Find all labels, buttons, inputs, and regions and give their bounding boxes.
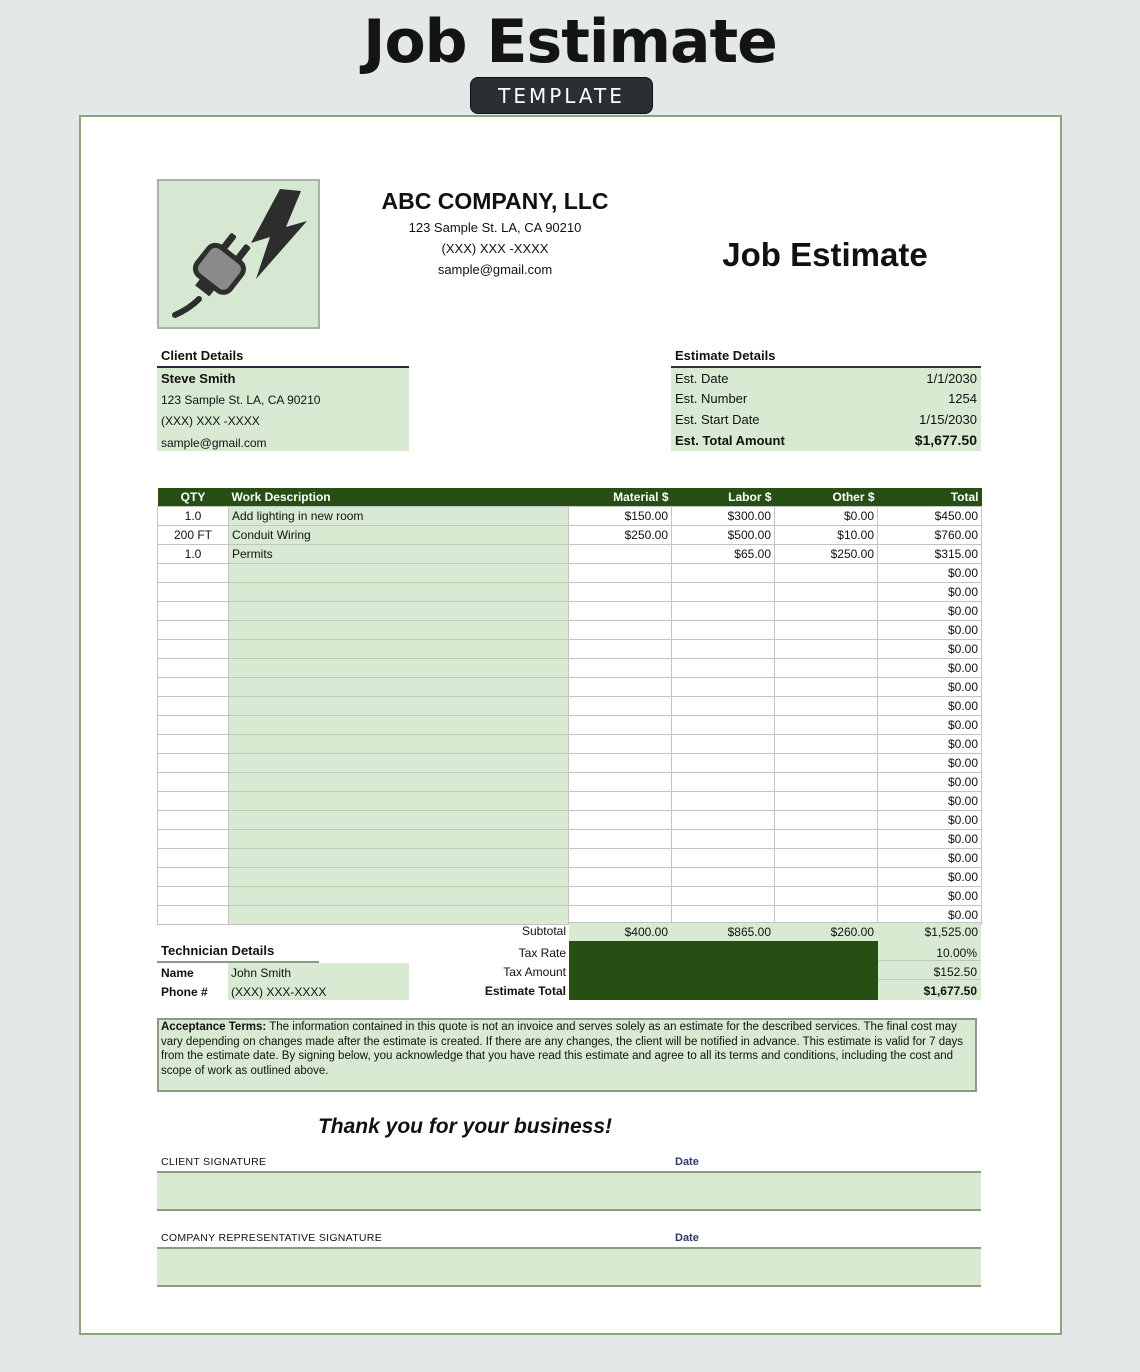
company-signature-label: COMPANY REPRESENTATIVE SIGNATURE <box>161 1232 382 1244</box>
company-date-label: Date <box>675 1232 699 1244</box>
labor-cell[interactable] <box>672 640 775 659</box>
thank-you-message: Thank you for your business! <box>317 1115 613 1138</box>
tax-rate-value: 10.00% <box>936 946 977 960</box>
line-items-table <box>157 488 982 925</box>
qty-cell[interactable] <box>158 906 229 925</box>
description-cell[interactable] <box>229 678 569 697</box>
qty-cell[interactable] <box>158 678 229 697</box>
est-total-value: $1,677.50 <box>914 432 977 448</box>
total-cell[interactable]: $315.00 <box>878 545 982 564</box>
table-row <box>158 583 982 602</box>
material-cell[interactable] <box>569 678 672 697</box>
estimate-total-value: $1,677.50 <box>923 984 977 998</box>
col-other-header: Other $ <box>775 488 878 507</box>
description-cell[interactable] <box>229 697 569 716</box>
technician-details-heading: Technician Details <box>161 943 275 958</box>
material-cell[interactable] <box>569 735 672 754</box>
col-qty-header: QTY <box>158 488 229 507</box>
labor-cell[interactable]: $65.00 <box>672 545 775 564</box>
description-cell[interactable] <box>229 640 569 659</box>
total-cell[interactable]: $0.00 <box>878 887 982 906</box>
labor-cell[interactable] <box>672 887 775 906</box>
summary-divider <box>878 979 981 980</box>
qty-cell[interactable] <box>158 811 229 830</box>
table-row <box>158 792 982 811</box>
qty-cell[interactable] <box>158 754 229 773</box>
material-cell[interactable] <box>569 697 672 716</box>
company-address: 123 Sample St. LA, CA 90210 <box>408 220 582 235</box>
company-phone: (XXX) XXX -XXXX <box>441 241 549 256</box>
material-cell[interactable] <box>569 887 672 906</box>
client-name: Steve Smith <box>161 371 236 386</box>
labor-cell[interactable]: $500.00 <box>672 526 775 545</box>
qty-cell[interactable] <box>158 640 229 659</box>
material-cell[interactable] <box>569 564 672 583</box>
other-cell[interactable] <box>775 735 878 754</box>
qty-cell[interactable]: 200 FT <box>158 526 229 545</box>
client-email: sample@gmail.com <box>161 436 267 450</box>
table-row <box>158 887 982 906</box>
labor-cell[interactable] <box>672 621 775 640</box>
material-cell[interactable] <box>569 811 672 830</box>
description-cell[interactable] <box>229 659 569 678</box>
total-cell[interactable]: $0.00 <box>878 659 982 678</box>
table-row <box>158 773 982 792</box>
other-cell[interactable] <box>775 849 878 868</box>
subtotal-labor: $865.00 <box>727 925 771 939</box>
table-row <box>158 716 982 735</box>
qty-cell[interactable] <box>158 830 229 849</box>
total-cell[interactable]: $0.00 <box>878 735 982 754</box>
total-cell[interactable]: $0.00 <box>878 697 982 716</box>
table-row <box>158 735 982 754</box>
material-cell[interactable] <box>569 849 672 868</box>
company-name: ABC COMPANY, LLC <box>381 188 609 214</box>
material-cell[interactable] <box>569 868 672 887</box>
qty-cell[interactable]: 1.0 <box>158 545 229 564</box>
subtotal-total: $1,525.00 <box>924 925 978 939</box>
company-logo <box>157 179 320 329</box>
other-cell[interactable] <box>775 697 878 716</box>
document-title: Job Estimate <box>722 236 928 273</box>
total-cell[interactable]: $0.00 <box>878 830 982 849</box>
summary-values-box[interactable] <box>878 941 981 1000</box>
table-row <box>158 640 982 659</box>
description-cell[interactable] <box>229 906 569 925</box>
labor-cell[interactable] <box>672 697 775 716</box>
material-cell[interactable] <box>569 792 672 811</box>
total-cell[interactable]: $0.00 <box>878 716 982 735</box>
qty-cell[interactable] <box>158 564 229 583</box>
qty-cell[interactable] <box>158 849 229 868</box>
other-cell[interactable] <box>775 640 878 659</box>
other-cell[interactable] <box>775 830 878 849</box>
qty-cell[interactable] <box>158 887 229 906</box>
client-details-heading: Client Details <box>161 348 244 363</box>
company-signature-field[interactable] <box>157 1249 981 1287</box>
client-signature-field[interactable] <box>157 1173 981 1211</box>
material-cell[interactable] <box>569 640 672 659</box>
other-cell[interactable] <box>775 773 878 792</box>
estimate-details-heading: Estimate Details <box>675 348 776 363</box>
est-date-label: Est. Date <box>675 371 729 386</box>
material-cell[interactable] <box>569 773 672 792</box>
tax-amount-value: $152.50 <box>933 965 977 979</box>
col-labor-header: Labor $ <box>672 488 775 507</box>
est-start-date-label: Est. Start Date <box>675 412 760 427</box>
material-cell[interactable] <box>569 754 672 773</box>
description-cell[interactable] <box>229 602 569 621</box>
material-cell[interactable] <box>569 716 672 735</box>
other-cell[interactable]: $10.00 <box>775 526 878 545</box>
total-cell[interactable]: $0.00 <box>878 906 982 925</box>
total-cell[interactable]: $0.00 <box>878 811 982 830</box>
company-email: sample@gmail.com <box>437 262 553 277</box>
total-cell[interactable]: $0.00 <box>878 678 982 697</box>
other-cell[interactable] <box>775 602 878 621</box>
client-address: 123 Sample St. LA, CA 90210 <box>161 393 321 407</box>
table-row <box>158 868 982 887</box>
est-date-value: 1/1/2030 <box>926 371 977 386</box>
table-row <box>158 659 982 678</box>
total-cell[interactable]: $0.00 <box>878 602 982 621</box>
qty-cell[interactable] <box>158 697 229 716</box>
client-date-label: Date <box>675 1156 699 1168</box>
description-cell[interactable] <box>229 583 569 602</box>
other-cell[interactable]: $0.00 <box>775 507 878 526</box>
labor-cell[interactable]: $300.00 <box>672 507 775 526</box>
material-cell[interactable]: $150.00 <box>569 507 672 526</box>
material-cell[interactable] <box>569 621 672 640</box>
client-details-box[interactable] <box>157 368 409 451</box>
client-signature-label: CLIENT SIGNATURE <box>161 1156 267 1168</box>
description-cell[interactable] <box>229 716 569 735</box>
labor-cell[interactable] <box>672 583 775 602</box>
description-cell[interactable] <box>229 735 569 754</box>
other-cell[interactable] <box>775 716 878 735</box>
technician-phone-label: Phone # <box>161 985 208 999</box>
other-cell[interactable] <box>775 583 878 602</box>
other-cell[interactable] <box>775 811 878 830</box>
est-number-value: 1254 <box>948 391 977 406</box>
labor-cell[interactable] <box>672 678 775 697</box>
table-row <box>158 507 982 526</box>
qty-cell[interactable] <box>158 716 229 735</box>
estimate-total-label: Estimate Total <box>484 984 566 998</box>
other-cell[interactable] <box>775 621 878 640</box>
table-row <box>158 526 982 545</box>
other-cell[interactable] <box>775 792 878 811</box>
qty-cell[interactable] <box>158 735 229 754</box>
labor-cell[interactable] <box>672 564 775 583</box>
technician-phone: (XXX) XXX-XXXX <box>231 985 327 999</box>
description-cell[interactable] <box>229 830 569 849</box>
table-row <box>158 830 982 849</box>
total-cell[interactable]: $0.00 <box>878 792 982 811</box>
other-cell[interactable] <box>775 678 878 697</box>
line-items-body <box>158 507 982 925</box>
description-cell[interactable] <box>229 773 569 792</box>
table-row <box>158 545 982 564</box>
description-cell[interactable]: Permits <box>229 545 569 564</box>
description-cell[interactable] <box>229 868 569 887</box>
labor-cell[interactable] <box>672 811 775 830</box>
qty-cell[interactable] <box>158 773 229 792</box>
other-cell[interactable] <box>775 868 878 887</box>
acceptance-terms-text: The information contained in this quote is not an invoice and serves solely as an estimate for the described services. The final cost may vary depending on changes made after the estimate is created. If there are any changes, the client will be notified in advance. This estimate is valid for 7 days from the estimate date. By signing below, you acknowledge that you have read this estimate and agree to all its terms and conditions, including the cost and scope of work as outlined above. <box>161 1021 964 1077</box>
material-cell[interactable] <box>569 659 672 678</box>
col-description-header: Work Description <box>229 488 569 507</box>
description-cell[interactable] <box>229 792 569 811</box>
description-cell[interactable] <box>229 621 569 640</box>
total-cell[interactable]: $450.00 <box>878 507 982 526</box>
table-row <box>158 754 982 773</box>
qty-cell[interactable] <box>158 792 229 811</box>
labor-cell[interactable] <box>672 659 775 678</box>
table-header-row <box>158 488 982 507</box>
labor-cell[interactable] <box>672 602 775 621</box>
description-cell[interactable] <box>229 849 569 868</box>
est-start-date-value: 1/15/2030 <box>919 412 977 427</box>
total-cell[interactable]: $0.00 <box>878 754 982 773</box>
table-row <box>158 621 982 640</box>
labor-cell[interactable] <box>672 792 775 811</box>
other-cell[interactable]: $250.00 <box>775 545 878 564</box>
description-cell[interactable] <box>229 564 569 583</box>
material-cell[interactable] <box>569 830 672 849</box>
description-cell[interactable] <box>229 754 569 773</box>
technician-name: John Smith <box>231 966 292 980</box>
subtotal-other: $260.00 <box>830 925 874 939</box>
qty-cell[interactable]: 1.0 <box>158 507 229 526</box>
estimate-details-box[interactable] <box>671 368 981 451</box>
table-row <box>158 811 982 830</box>
description-cell[interactable] <box>229 811 569 830</box>
hero-title: Job Estimate <box>363 7 777 77</box>
summary-dark-block <box>569 941 878 1000</box>
other-cell[interactable] <box>775 887 878 906</box>
client-phone: (XXX) XXX -XXXX <box>161 414 260 428</box>
table-row <box>158 849 982 868</box>
qty-cell[interactable] <box>158 602 229 621</box>
subtotal-material: $400.00 <box>624 925 668 939</box>
est-number-label: Est. Number <box>675 391 748 406</box>
description-cell[interactable] <box>229 887 569 906</box>
technician-name-label: Name <box>161 966 194 980</box>
labor-cell[interactable] <box>672 868 775 887</box>
total-cell[interactable]: $760.00 <box>878 526 982 545</box>
labor-cell[interactable] <box>672 830 775 849</box>
template-badge: TEMPLATE <box>470 77 653 114</box>
total-cell[interactable]: $0.00 <box>878 849 982 868</box>
qty-cell[interactable] <box>158 659 229 678</box>
material-cell[interactable] <box>569 602 672 621</box>
other-cell[interactable] <box>775 754 878 773</box>
description-cell[interactable]: Conduit Wiring <box>229 526 569 545</box>
total-cell[interactable]: $0.00 <box>878 773 982 792</box>
total-cell[interactable]: $0.00 <box>878 583 982 602</box>
est-total-label: Est. Total Amount <box>675 433 785 448</box>
col-total-header: Total <box>878 488 982 507</box>
material-cell[interactable]: $250.00 <box>569 526 672 545</box>
total-cell[interactable]: $0.00 <box>878 640 982 659</box>
tax-rate-label: Tax Rate <box>518 946 566 960</box>
labor-cell[interactable] <box>672 716 775 735</box>
total-cell[interactable]: $0.00 <box>878 564 982 583</box>
description-cell[interactable]: Add lighting in new room <box>229 507 569 526</box>
other-cell[interactable] <box>775 659 878 678</box>
material-cell[interactable] <box>569 583 672 602</box>
plug-lightning-icon <box>159 181 318 327</box>
material-cell[interactable] <box>569 545 672 564</box>
total-cell[interactable]: $0.00 <box>878 621 982 640</box>
table-row <box>158 697 982 716</box>
subtotal-row <box>569 922 981 942</box>
total-cell[interactable]: $0.00 <box>878 868 982 887</box>
col-material-header: Material $ <box>569 488 672 507</box>
qty-cell[interactable] <box>158 583 229 602</box>
labor-cell[interactable] <box>672 735 775 754</box>
qty-cell[interactable] <box>158 621 229 640</box>
tax-amount-label: Tax Amount <box>503 965 566 979</box>
labor-cell[interactable] <box>672 849 775 868</box>
summary-divider <box>878 960 981 961</box>
subtotal-label: Subtotal <box>521 924 566 938</box>
other-cell[interactable] <box>775 564 878 583</box>
acceptance-terms-box <box>157 1018 977 1092</box>
table-row <box>158 678 982 697</box>
qty-cell[interactable] <box>158 868 229 887</box>
table-row <box>158 602 982 621</box>
table-row <box>158 564 982 583</box>
labor-cell[interactable] <box>672 754 775 773</box>
labor-cell[interactable] <box>672 773 775 792</box>
acceptance-terms-label: Acceptance Terms: <box>161 1021 267 1033</box>
